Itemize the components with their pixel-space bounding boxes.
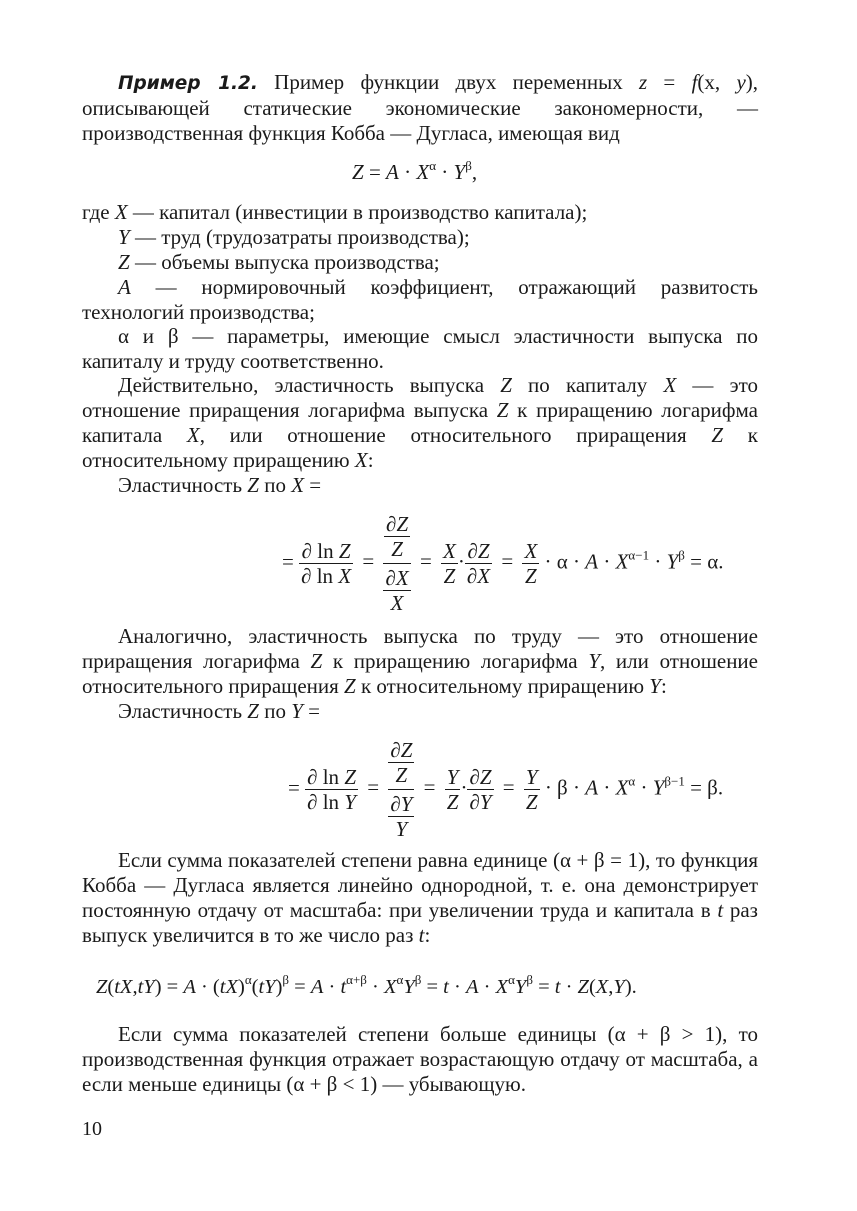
formula-elasticity-x: = $\frac{\text{∂ ln Z}}{\text{∂ ln X}}$ = $\frac{\frac{\partial Z}{Z}}{\frac{\partial X}{X}}$ = $\frac{X}{Z}$ · $\frac{\partial Z}{\partial X}$ = $\frac{X}{Z}$ · $\alpha \cdot A \cdot X^{\alpha-1} \cdot Y^\beta = \alpha$. (282, 512, 724, 615)
definition-x: где X — капитал (инвестиции в производство капитала); (82, 200, 588, 224)
example-text: Пример функции двух переменных z = f(x, y), описывающей статические экономические закономерности, — производственная функция Кобба — Дугласа, имеющая вид (82, 70, 759, 145)
paragraph-labor: Аналогично, эластичность выпуска по труду — это отношение приращения логарифма Z к приращению логарифма Y, или отношение относительного приращения Z к относительному приращению Y: (82, 624, 758, 698)
definition-a: A — нормировочный коэффициент, отражающий развитость технологий производства; (82, 275, 758, 324)
example-paragraph (82, 70, 758, 146)
formula-homogeneous: $Z(tX,tY) = A \cdot (tX)^\alpha(tY)^\beta = A \cdot t^{\alpha+\beta} \cdot X^\alpha Y^\beta = t \cdot A \cdot X^\alpha Y^\beta = t \cdot Z(X,Y)$. (96, 972, 637, 998)
paragraph-sum-one: Если сумма показателей степени равна единице (α + β = 1), то функция Кобба — Дугласа является линейно однородной, т. е. она демонстрирует постоянную отдачу от масштаба: при увеличении труда и капитала в t раз выпуск увеличится в то же число раз t: (82, 848, 758, 947)
definition-alpha-beta: α и β — параметры, имеющие смысл эластичности выпуска по капиталу и труду соответственно. (82, 324, 758, 373)
formula-elasticity-y: = $\frac{\text{∂ ln Z}}{\text{∂ ln Y}}$ = $\frac{\frac{\partial Z}{Z}}{\frac{\partial Y}{Y}}$ = $\frac{Y}{Z}$ · $\frac{\partial Z}{\partial Y}$ = $\frac{Y}{Z}$ · $\beta \cdot A \cdot X^\alpha \cdot Y^{\beta-1} = \beta$. (288, 738, 724, 841)
formula-main (352, 160, 477, 185)
page-number: 10 (82, 1118, 102, 1140)
formula-main-text: $Z = A \cdot X^\alpha \cdot Y^\beta$, (352, 158, 478, 184)
elasticity-x-label: Эластичность Z по X = (118, 473, 322, 497)
example-label: Пример 1.2. (118, 73, 258, 94)
paragraph-sum-other: Если сумма показателей степени больше единицы (α + β > 1), то производственная функция отражает возрастающую отдачу от масштаба, а если меньше единицы (α + β < 1) — убывающую. (82, 1022, 758, 1096)
definition-z: Z — объемы выпуска производства; (118, 250, 440, 274)
elasticity-y-label: Эластичность Z по Y = (118, 699, 320, 723)
definition-y: Y — труд (трудозатраты производства); (118, 225, 470, 249)
paragraph-capital: Действительно, эластичность выпуска Z по капиталу X — это отношение приращения логарифма выпуска Z к приращению логарифма капитала X, или отношение относительного приращения Z к относительному приращению X: (82, 373, 759, 472)
